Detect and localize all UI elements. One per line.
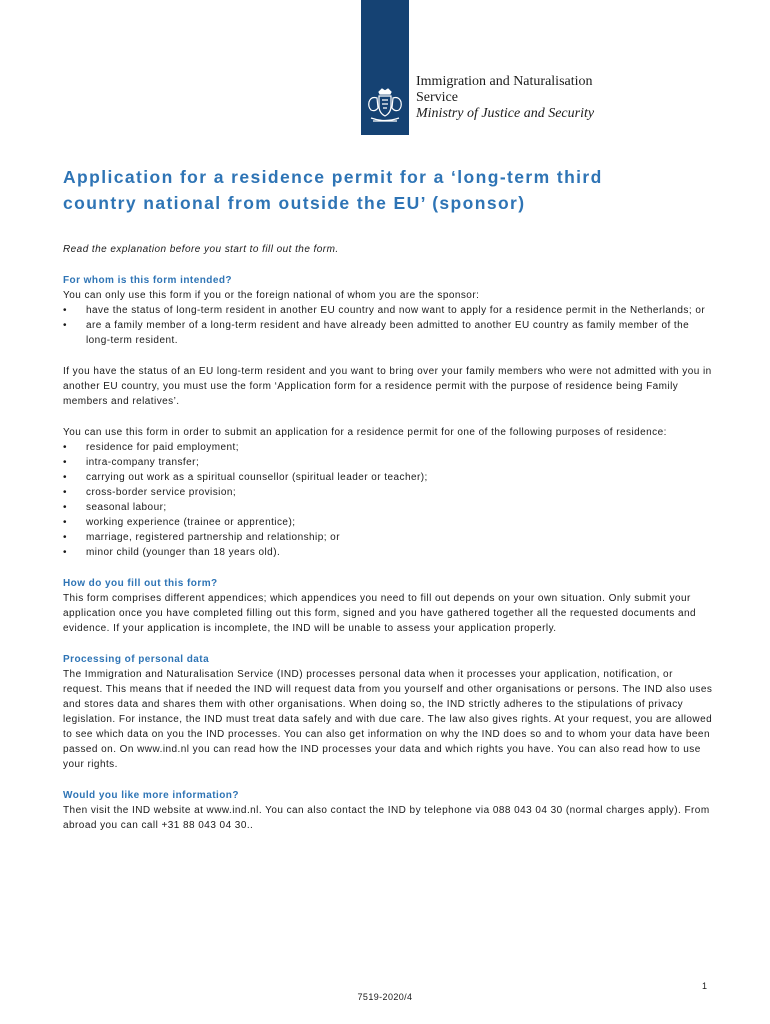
- section-how-to-fill: [63, 576, 713, 636]
- list-item: • minor child (younger than 18 years old).: [63, 545, 713, 560]
- eligibility-list: [63, 303, 713, 348]
- list-item: • are a family member of a long-term resident and have already been admitted to another EU country as family member of the long-term resident.: [63, 318, 713, 348]
- section-for-whom: [63, 273, 713, 348]
- section-purposes: [63, 425, 713, 560]
- logo-line-1: Immigration and Naturalisation: [416, 74, 593, 89]
- form-code: 7519-2020/4: [357, 992, 413, 1002]
- title-line-1: Application for a residence permit for a ‘long-term third: [63, 167, 603, 187]
- document-title: [63, 164, 723, 216]
- paragraph: If you have the status of an EU long-term resident and you want to bring over your family members who were not admitted with you in another EU country, you must use the form ‘Application form for a residence permit with the purpose of residence being Family members and relatives’.: [63, 366, 712, 407]
- list-item: • residence for paid employment;: [63, 440, 713, 455]
- list-item: • working experience (trainee or apprentice);: [63, 515, 713, 530]
- section-heading: Processing of personal data: [63, 654, 210, 665]
- list-item: • have the status of long-term resident in another EU country and now want to apply for a residence permit in the Netherlands; or: [63, 303, 713, 318]
- section-lead: You can only use this form if you or the foreign national of whom you are the sponsor:: [63, 290, 480, 301]
- paragraph: The Immigration and Naturalisation Service (IND) processes personal data when it processes your application, notification, or request. This means that if needed the IND will request data from you yourself and other organisations or persons. The IND also uses and stores data and shares them with other organisations. When doing so, the IND strictly adheres to the stipulations of privacy legislation. For instance, the IND must treat data safely and with due care. The law also gives rights. At your request, you are allowed to see which data on you the IND processes. You can also get information on why the IND does so and to whom your data have been passed on. On www.ind.nl you can read how the IND processes your data and which rights you have. You can also read how to use your rights.: [63, 669, 713, 770]
- list-item: • intra-company transfer;: [63, 455, 713, 470]
- section-heading: For whom is this form intended?: [63, 275, 232, 286]
- list-item: • seasonal labour;: [63, 500, 713, 515]
- logo-bar: [361, 0, 409, 135]
- section-family-note: [63, 364, 713, 409]
- section-heading: Would you like more information?: [63, 790, 239, 801]
- list-item: • cross-border service provision;: [63, 485, 713, 500]
- logo-line-ministry: Ministry of Justice and Security: [416, 106, 595, 121]
- intro-text: Read the explanation before you start to fill out the form.: [63, 244, 339, 255]
- paragraph: Then visit the IND website at www.ind.nl. You can also contact the IND by telephone via 088 043 04 30 (normal charges apply). From abroad you can call +31 88 043 04 30..: [63, 805, 710, 831]
- list-item: • marriage, registered partnership and relationship; or: [63, 530, 713, 545]
- section-heading: How do you fill out this form?: [63, 578, 218, 589]
- section-personal-data: [63, 652, 713, 772]
- title-line-2: country national from outside the EU’ (sponsor): [63, 193, 526, 213]
- purposes-list: [63, 440, 713, 560]
- paragraph: This form comprises different appendices; which appendices you need to fill out depends on your own situation. Only submit your application once you have completed filling out this form, signed and you have gathered together all the requested documents and evidence. If your application is incomplete, the IND will be unable to assess your application properly.: [63, 593, 696, 634]
- page-number: 1: [702, 981, 708, 991]
- paragraph: You can use this form in order to submit an application for a residence permit for one of the following purposes of residence:: [63, 427, 667, 438]
- dutch-coat-of-arms-icon: [365, 88, 405, 124]
- logo-line-2: Service: [416, 90, 458, 105]
- list-item: • carrying out work as a spiritual counsellor (spiritual leader or teacher);: [63, 470, 713, 485]
- document-body: [63, 242, 713, 849]
- logo-text: [416, 74, 594, 122]
- section-more-information: [63, 788, 713, 833]
